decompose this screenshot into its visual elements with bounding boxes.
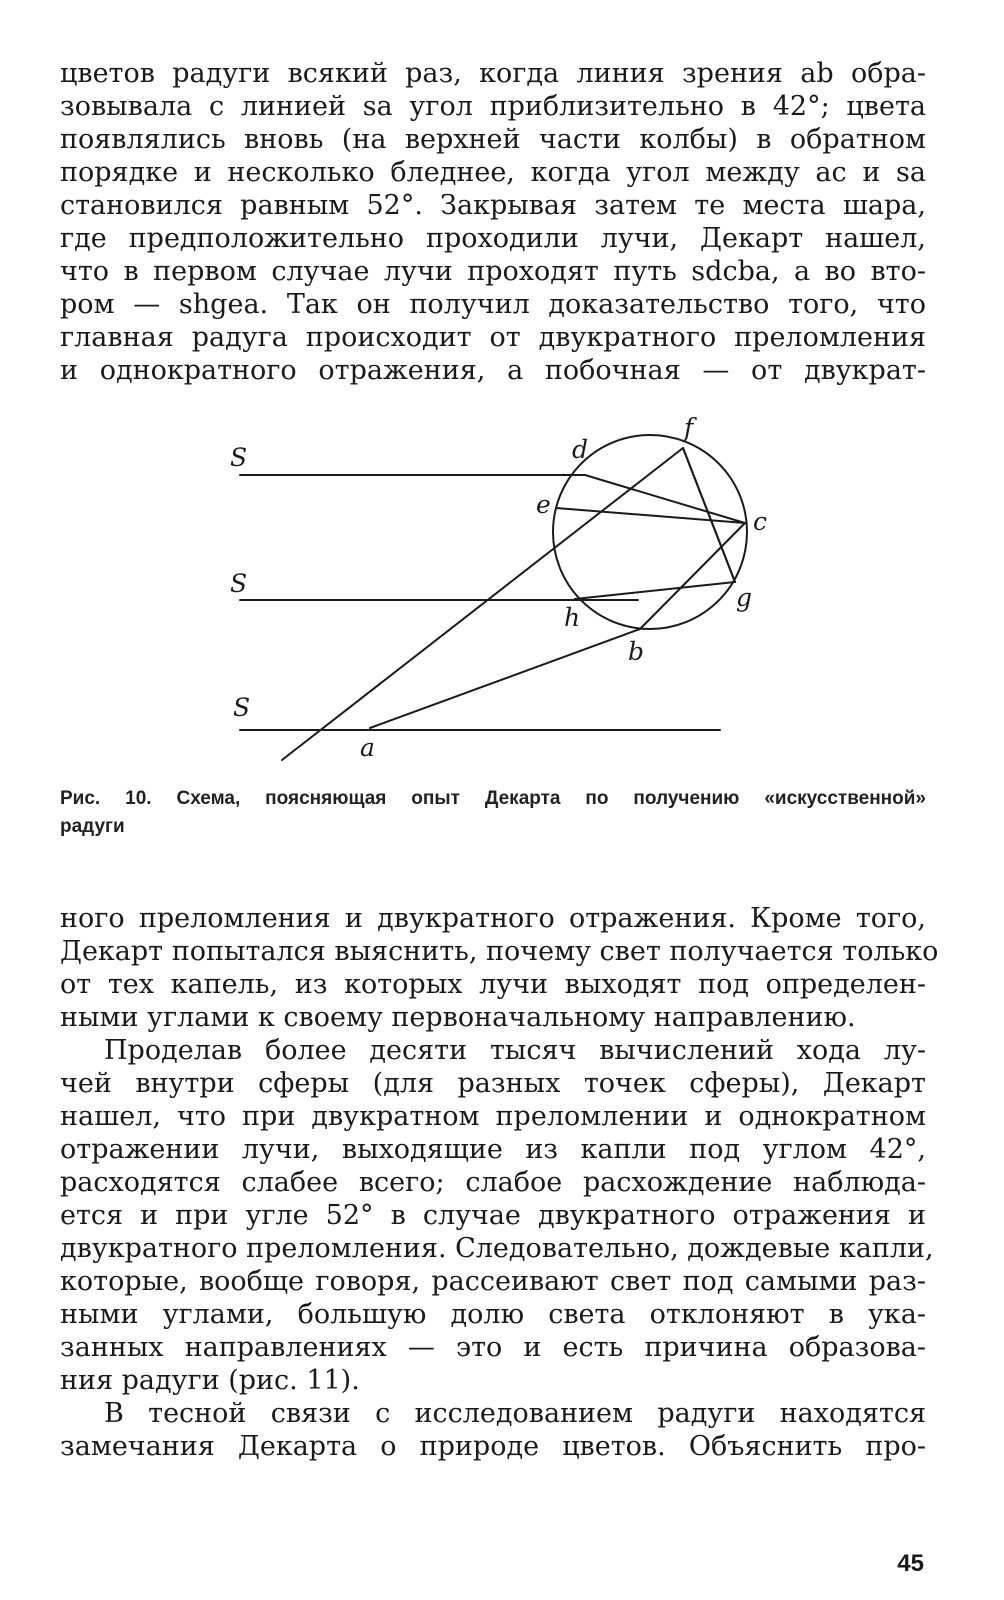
chord-c-b xyxy=(640,523,745,629)
label-b: b xyxy=(628,637,645,666)
text-line: где предположительно проходили лучи, Декарт нашел, xyxy=(60,223,926,254)
ray-a-b xyxy=(370,629,640,728)
text-line: ром — shgea. Так он получил доказательство того, что xyxy=(60,289,926,320)
text-line: ния радуги (рис. 11). xyxy=(60,1365,360,1396)
chord-h-g xyxy=(575,582,735,599)
label-a: a xyxy=(360,733,375,762)
rainbow-diagram-svg xyxy=(200,410,780,775)
chord-g-f-inner xyxy=(683,448,735,582)
text-line: и однократного отражения, а побочная — от двукрат- xyxy=(60,355,926,386)
label-f: f xyxy=(684,413,694,442)
figure-caption xyxy=(60,785,926,841)
caption-line: Рис. 10. Схема, поясняющая опыт Декарта по получению «искусственной» xyxy=(60,788,926,809)
label-c: c xyxy=(753,507,768,536)
text-line: замечания Декарта о природе цветов. Объяснить про- xyxy=(60,1431,926,1462)
text-line: ного преломления и двукратного отражения. Кроме того, xyxy=(60,903,926,934)
text-line: появлялись вновь (на верхней части колбы) в обратном xyxy=(60,124,926,155)
caption-line: радуги xyxy=(60,816,125,837)
text-line: двукратного преломления. Следовательно, дождевые капли, xyxy=(60,1233,934,1264)
label-s-bottom: S xyxy=(233,693,251,722)
text-line: ными углами к своему первоначальному направлению. xyxy=(60,1002,856,1033)
page-number: 45 xyxy=(897,1550,924,1577)
ray-a-f xyxy=(282,448,683,760)
label-s-top: S xyxy=(230,443,248,472)
text-line: которые, вообще говоря, рассеивают свет под самыми раз- xyxy=(60,1266,926,1297)
text-line: В тесной связи с исследованием радуги находятся xyxy=(104,1398,926,1429)
text-line: становился равным 52°. Закрывая затем те места шара, xyxy=(60,190,926,221)
text-line: цветов радуги всякий раз, когда линия зрения ab обра- xyxy=(60,58,926,89)
text-line: нашел, что при двукратном преломлении и однократном xyxy=(60,1101,926,1132)
text-line: Проделав более десяти тысяч вычислений хода лу- xyxy=(104,1035,926,1066)
text-line: занных направлениях — это и есть причина образова- xyxy=(60,1332,926,1363)
label-g: g xyxy=(736,583,753,612)
label-s-middle: S xyxy=(230,569,248,598)
label-h: h xyxy=(564,603,581,632)
text-line: главная радуга происходит от двукратного преломления xyxy=(60,322,926,353)
top-paragraph xyxy=(60,57,926,387)
text-line: что в первом случае лучи проходят путь sdcba, а во вто- xyxy=(60,256,926,287)
text-line: отражении лучи, выходящие из капли под углом 42°, xyxy=(60,1134,926,1165)
text-line: порядке и несколько бледнее, когда угол между ac и sa xyxy=(60,157,926,188)
label-e: e xyxy=(536,490,551,519)
text-line: от тех капель, из которых лучи выходят под определен- xyxy=(60,969,926,1000)
text-line: ными углами, большую долю света отклоняют в ука- xyxy=(60,1299,926,1330)
text-line: Декарт попытался выяснить, почему свет получается только xyxy=(60,936,939,967)
text-line: ется и при угле 52° в случае двукратного отражения и xyxy=(60,1200,926,1231)
bottom-text xyxy=(60,902,939,1463)
text-line: чей внутри сферы (для разных точек сферы), Декарт xyxy=(60,1068,926,1099)
label-d: d xyxy=(572,435,589,464)
text-line: зовывала с линией sa угол приблизительно в 42°; цвета xyxy=(60,91,926,122)
rainbow-diagram xyxy=(200,410,780,775)
text-line: расходятся слабее всего; слабое расхождение наблюда- xyxy=(60,1167,926,1198)
